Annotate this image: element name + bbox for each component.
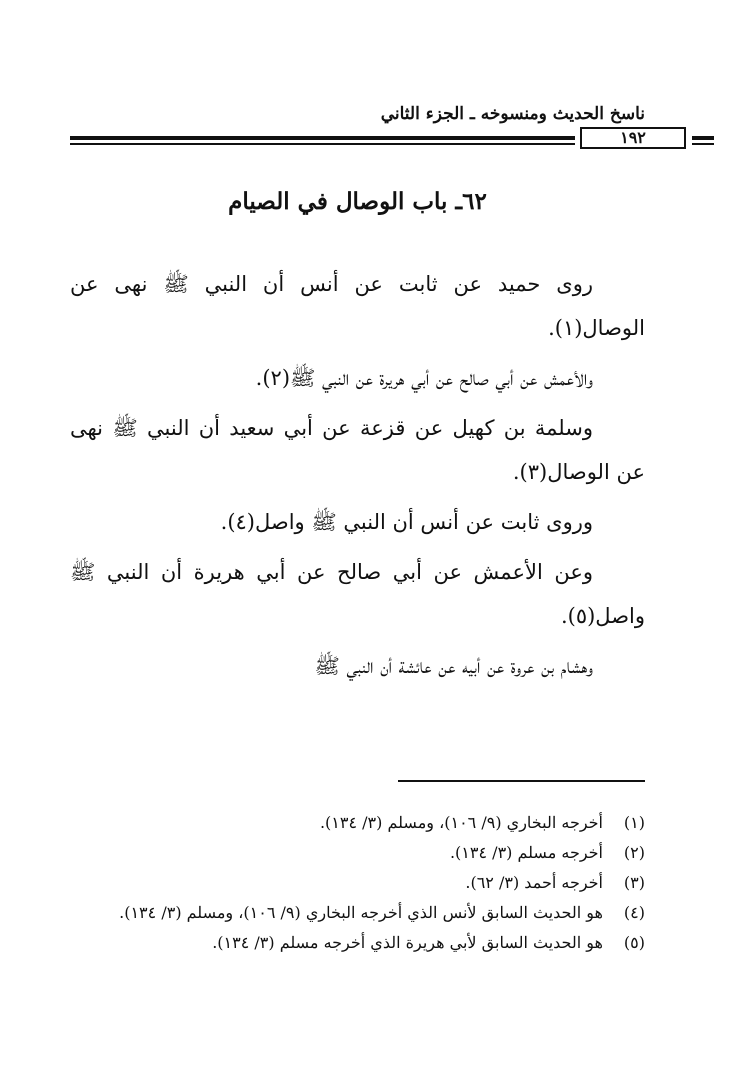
paragraph: روى حميد عن ثابت عن أنس أن النبي ﷺ نهى عن الوصال(١). [70, 272, 645, 340]
page-header [70, 100, 645, 152]
footnotes [70, 808, 645, 958]
chapter-title: ٦٢ـ باب الوصال في الصيام [228, 188, 487, 215]
header-rule-right-thin [692, 143, 714, 145]
footnote-number: (٤) [623, 903, 645, 922]
footnote-text: هو الحديث السابق لأبي هريرة الذي أخرجه مسلم (٣/ ١٣٤). [212, 933, 603, 952]
paragraph: وروى ثابت عن أنس أن النبي ﷺ واصل(٤). [220, 510, 593, 534]
running-title: ناسخ الحديث ومنسوخه ـ الجزء الثاني [380, 104, 645, 124]
footnote-number: (٣) [623, 873, 645, 892]
footnote [70, 928, 645, 958]
footnote-text: أخرجه البخاري (٩/ ١٠٦)، ومسلم (٣/ ١٣٤). [319, 813, 603, 832]
paragraph: وسلمة بن كهيل عن قزعة عن أبي سعيد أن النبي ﷺ نهى عن الوصال(٣). [70, 416, 645, 484]
footnote [70, 838, 645, 868]
footnote-number: (٥) [623, 933, 645, 952]
paragraph: وعن الأعمش عن أبي صالح عن أبي هريرة أن النبي ﷺ واصل(٥). [70, 560, 645, 628]
footnote-text: هو الحديث السابق لأنس الذي أخرجه البخاري (٩/ ١٠٦)، ومسلم (٣/ ١٣٤). [119, 903, 603, 922]
header-rule-thick [70, 136, 575, 140]
footnote [70, 868, 645, 898]
footnote [70, 898, 645, 928]
footnote [70, 808, 645, 838]
footnote-number: (١) [623, 813, 645, 832]
footnote-text: أخرجه مسلم (٣/ ١٣٤). [449, 843, 603, 862]
main-text [70, 262, 645, 688]
footnote-separator [398, 780, 645, 782]
footnote-number: (٢) [623, 843, 645, 862]
header-rule-thin [70, 143, 575, 145]
footnote-text: أخرجه أحمد (٣/ ٦٢). [465, 873, 603, 892]
header-rule-right-thick [692, 136, 714, 140]
paragraph: وهشام بن عروة عن أبيه عن عائشة أن النبي ﷺ [314, 654, 593, 678]
page-number: ١٩٢ [580, 127, 686, 149]
paragraph: والأعمش عن أبي صالح عن أبي هريرة عن النبي ﷺ(٢). [255, 366, 593, 390]
